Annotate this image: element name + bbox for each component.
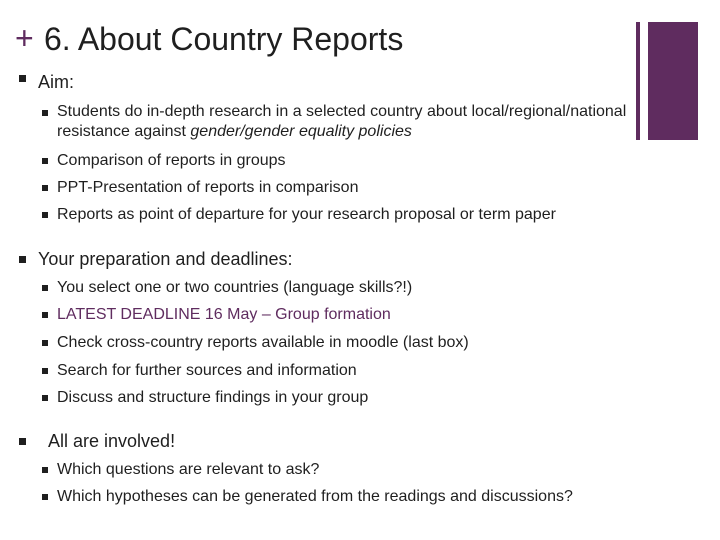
section-bullet-icon	[19, 438, 26, 445]
item-bullet-icon	[42, 395, 48, 401]
list-item-prep-5: Discuss and structure findings in your group	[57, 389, 369, 406]
list-item-aim-2: Comparison of reports in groups	[57, 152, 286, 169]
slide-title: 6. About Country Reports	[44, 21, 404, 57]
list-item-prep-1: You select one or two countries (language skills?!)	[57, 279, 413, 296]
list-item-aim-1: Students do in-depth research in a selected country about local/regional/national resistance against gender/gender equality policies	[57, 103, 627, 140]
item-bullet-icon	[42, 212, 48, 218]
section-heading-preparation: Your preparation and deadlines:	[38, 249, 293, 269]
list-item-aim-4: Reports as point of departure for your research proposal or term paper	[57, 206, 556, 223]
section-heading-involved: All are involved!	[48, 431, 176, 451]
section-bullet-icon	[19, 256, 26, 263]
item-bullet-icon	[42, 158, 48, 164]
accent-bar-wide	[648, 22, 698, 140]
item-bullet-icon	[42, 285, 48, 291]
section-bullet-icon	[19, 75, 26, 82]
item-bullet-icon	[42, 110, 48, 116]
plus-icon: +	[15, 20, 34, 56]
list-item-aim-3: PPT-Presentation of reports in comparison	[57, 179, 359, 196]
item-bullet-icon	[42, 494, 48, 500]
list-item-involved-2: Which hypotheses can be generated from the readings and discussions?	[57, 488, 573, 505]
item-bullet-icon	[42, 368, 48, 374]
list-item-prep-3: Check cross-country reports available in moodle (last box)	[57, 334, 469, 351]
list-item-involved-1: Which questions are relevant to ask?	[57, 461, 320, 478]
item-bullet-icon	[42, 312, 48, 318]
item-bullet-icon	[42, 185, 48, 191]
item-bullet-icon	[42, 467, 48, 473]
list-item-deadline: LATEST DEADLINE 16 May – Group formation	[57, 306, 391, 323]
section-heading-aim: Aim:	[38, 72, 74, 92]
list-item-prep-4: Search for further sources and information	[57, 362, 357, 379]
item-bullet-icon	[42, 340, 48, 346]
